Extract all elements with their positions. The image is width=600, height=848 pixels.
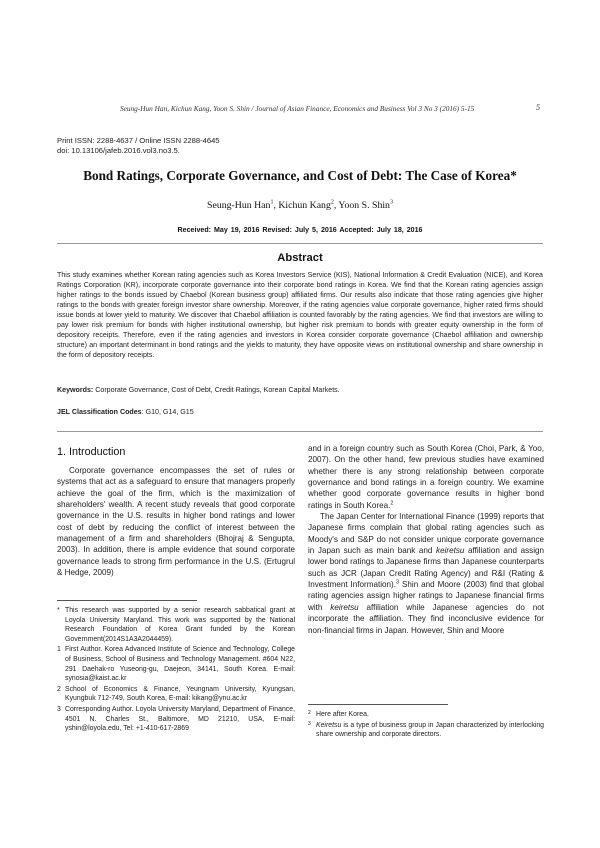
intro-paragraph-2 (308, 511, 544, 636)
footnote-mark: 3 (57, 705, 61, 713)
paper-title: Bond Ratings, Corporate Governance, and Cost of Debt: The Case of Korea* (83, 168, 517, 183)
author-affiliation-mark: 2 (330, 200, 334, 206)
author-affiliation-mark: 1 (270, 200, 274, 206)
jel-value: : G10, G14, G15 (141, 408, 194, 416)
header-divider (57, 243, 543, 244)
paragraph-text: The Japan Center for International Finance (1999) reports that Japanese firms complain that global rating agencies such as Moody's and S&P do not consider unique corporate governance in Japan such as main bank and (308, 512, 544, 556)
footnote-text: School of Economics & Finance, Yeungnam University, Kyungsan, Kyungbuk 712-749, South Korea, E-mail: kikang@ynu.ac.kr (65, 685, 295, 703)
footnote-text: Corresponding Author. Loyola University Maryland, Department of Finance, 4501 N. Charles St., Baltimore, MD 21210, USA, E-mail: yshin@loyola.edu, Tel: +1-410-617-2869 (65, 705, 295, 733)
running-head (120, 104, 540, 113)
paragraph-text: and in a foreign country such as South Korea (Choi, Park, & Yoo, 2007). On the other hand, few previous studies have examined whether there is any strong relationship between corporate governance and bond ratings in a foreign country. We examine whether good corporate governance results in higher bond ratings in South Korea. (308, 444, 544, 510)
footnote-mark: 2 (57, 685, 61, 693)
footnote-item (57, 645, 295, 683)
keywords-line (57, 386, 543, 394)
footnote-mark: 2 (308, 710, 311, 716)
jel-line (57, 408, 543, 416)
paragraph-text: Shin and Moore (2003) find that global rating agencies assign higher ratings to Japanese financial firms with (308, 580, 544, 612)
abstract-heading: Abstract (277, 252, 323, 264)
doi-line[interactable]: doi: 10.13106/jafeb.2016.vol3.no3.5. (57, 146, 180, 155)
right-column (308, 443, 544, 636)
author-separator: , (273, 200, 279, 212)
footnote-divider-left (57, 600, 197, 601)
author-separator: , (333, 200, 339, 212)
keywords-value: Corporate Governance, Cost of Debt, Credit Ratings, Korean Capital Markets. (95, 386, 340, 394)
paragraph-text: affiliation and assign lower bond ratings to Japanese firms than Japanese counterparts such as JCR (Japan Credit Rating Agency) and R&I (Rating & Investment Information). (308, 546, 544, 590)
footnote-mark: 3 (308, 720, 311, 727)
footnote-mark: 1 (57, 646, 61, 654)
footnote-text (316, 721, 544, 740)
author-list (40, 200, 560, 211)
footnote-body: is a type of business group in Japan characterized by interlocking share ownership and corporate directors. (316, 721, 544, 739)
running-head-text: Seung-Hun Han, Kichun Kang, Yoon S. Shin / Journal of Asian Finance, Economics and Business Vol 3 No 3 (2016) 5-15 (120, 104, 475, 113)
issn-block (57, 136, 220, 156)
author-name: Kichun Kang (278, 200, 331, 212)
italic-term: keiretsu (436, 546, 465, 556)
footnotes-left (57, 606, 295, 735)
left-column (57, 465, 295, 578)
abstract-text: This study examines whether Korean rating agencies such as Korea Investors Service (KIS), National Information & Credit Evaluation (NICE), and Korea Ratings Corporation (KR), incorporate corporate governance into their corporate bond ratings in Korea. We find that the Korean rating agencies assign higher ratings to the bonds issued by Chaebol (Korean business group) affiliated firms. Our results also indicate that those rating agencies give higher ratings to the bonds with greater foreign investor share ownership. Moreover, if the rating agencies value corporate governance, higher rated firms should issue bonds at lower yield to maturity. We discover that Chaebol affiliation is counted favorably by the rating agencies. We find that investors are willing to pay lower risk premium for bonds with higher institutional ownership, but higher risk premium to bonds with greater equity ownership in the form of depository receipts. Therefore, even if the rating agencies and investors in Korea consider corporate governance (Chaebol affiliation and ownership structure) an important determinant in bond ratings and the yields to maturity, they have opposite views on institutional ownership and share ownership in the form of depository receipts. (57, 271, 543, 360)
keywords-label: Keywords: (57, 386, 94, 394)
author-2 (278, 200, 338, 211)
footnote-body: Here after Korea. (316, 711, 369, 718)
footnote-reference[interactable]: 2 (390, 500, 394, 507)
author-1 (207, 200, 278, 211)
footnotes-right (308, 710, 544, 741)
italic-term: Keiretsu (316, 721, 342, 729)
issn-line: Print ISSN: 2288-4637 / Online ISSN 2288-4645 (57, 136, 220, 145)
footnote-item (308, 710, 544, 720)
footnote-reference[interactable]: 3 (395, 579, 400, 586)
submission-dates: Received: May 19, 2016 Revised: July 5, 2016 Accepted: July 18, 2016 (177, 226, 423, 234)
footnote-divider-right (308, 704, 448, 705)
footnote-mark: * (57, 607, 60, 614)
page-number: 5 (536, 103, 540, 112)
paragraph-text: affiliation while Japanese agencies do not incorporate the affiliation. They find inconclusive evidence for non-financial firms in Japan. However, Shin and Moore (308, 602, 544, 635)
footnote-item (57, 606, 295, 644)
footnote-item (57, 685, 295, 704)
footnote-text: This research was supported by a senior research sabbatical grant at Loyola University Maryland. This work was supported by the National Research Foundation of Korea Grant funded by the Korean Government(2014S1A3A2044459). (65, 607, 295, 643)
author-name: Seung-Hun Han (207, 200, 271, 212)
footnote-item (308, 721, 544, 740)
section-heading-introduction: 1. Introduction (57, 446, 126, 458)
section-divider (57, 431, 543, 432)
author-name: Yoon S. Shin (338, 200, 390, 212)
author-3 (338, 200, 393, 211)
author-affiliation-mark: 3 (389, 200, 393, 206)
footnote-item (57, 705, 295, 734)
intro-paragraph-1: Corporate governance encompasses the set of rules or systems that act as a safeguard to ensure that managers properly achieve the goal of the firm, which is the maximization of shareholders' wealth. A recent study reveals that good corporate governance in the U.S. results in higher bond ratings and lower cost of debt by reducing the conflict of interest between the management of a firm and shareholders (Bhojraj & Sengupta, 2003). In addition, there is ample evidence that sound corporate governance leads to strong firm performance in the U.S. (Ertugrul & Hedge, 2009) (57, 466, 295, 578)
footnote-text (316, 710, 544, 720)
jel-label: JEL Classification Codes (57, 408, 142, 416)
footnote-text: First Author. Korea Advanced Institute of Science and Technology, College of Business, School of Business and Technology Management. #604 N22, 291 Daehak-ro Yuseong-gu, Daejeon, 34141, South Korea. E-mail: synosia@kaist.ac.kr (65, 646, 295, 683)
intro-paragraph-continued (308, 443, 544, 511)
italic-term: keiretsu (330, 602, 359, 612)
